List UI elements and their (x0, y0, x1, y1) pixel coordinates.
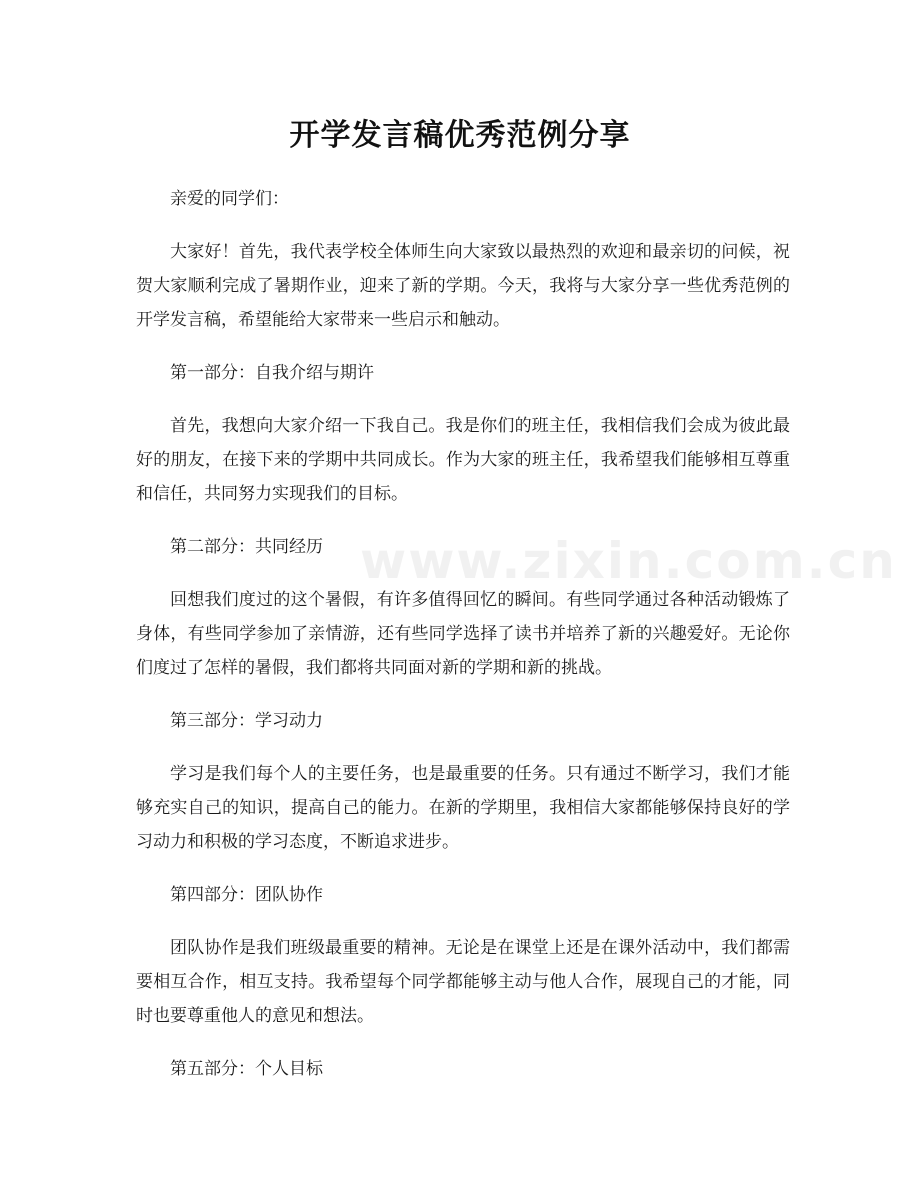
paragraph-intro: 大家好！首先，我代表学校全体师生向大家致以最热烈的欢迎和最亲切的问候，祝贺大家顺利完成了暑期作业，迎来了新的学期。今天，我将与大家分享一些优秀范例的开学发言稿，希望能给大家带来一些启示和触动。 (136, 242, 790, 330)
paragraph-section-1: 首先，我想向大家介绍一下我自己。我是你们的班主任，我相信我们会成为彼此最好的朋友，在接下来的学期中共同成长。作为大家的班主任，我希望我们能够相互尊重和信任，共同努力实现我们的目标。 (136, 416, 790, 504)
section-heading-4: 第四部分：团队协作 (170, 885, 323, 905)
section-heading-2: 第二部分：共同经历 (170, 537, 323, 557)
section-heading-5: 第五部分：个人目标 (170, 1059, 323, 1079)
paragraph-section-2: 回想我们度过的这个暑假，有许多值得回忆的瞬间。有些同学通过各种活动锻炼了身体，有些同学参加了亲情游，还有些同学选择了读书并培养了新的兴趣爱好。无论你们度过了怎样的暑假，我们都将共同面对新的学期和新的挑战。 (136, 590, 790, 678)
document-title: 开学发言稿优秀范例分享 (289, 118, 631, 153)
paragraph-section-3: 学习是我们每个人的主要任务，也是最重要的任务。只有通过不断学习，我们才能够充实自己的知识，提高自己的能力。在新的学期里，我相信大家都能够保持良好的学习动力和积极的学习态度，不断追求进步。 (136, 764, 790, 852)
greeting: 亲爱的同学们： (170, 189, 289, 209)
document-body (136, 182, 790, 1086)
paragraph-section-4: 团队协作是我们班级最重要的精神。无论是在课堂上还是在课外活动中，我们都需要相互合作，相互支持。我希望每个同学都能够主动与他人合作，展现自己的才能，同时也要尊重他人的意见和想法。 (136, 938, 790, 1026)
watermark: www.zixin.com.cn (360, 532, 897, 590)
section-heading-3: 第三部分：学习动力 (170, 711, 323, 731)
section-heading-1: 第一部分：自我介绍与期许 (170, 363, 374, 383)
